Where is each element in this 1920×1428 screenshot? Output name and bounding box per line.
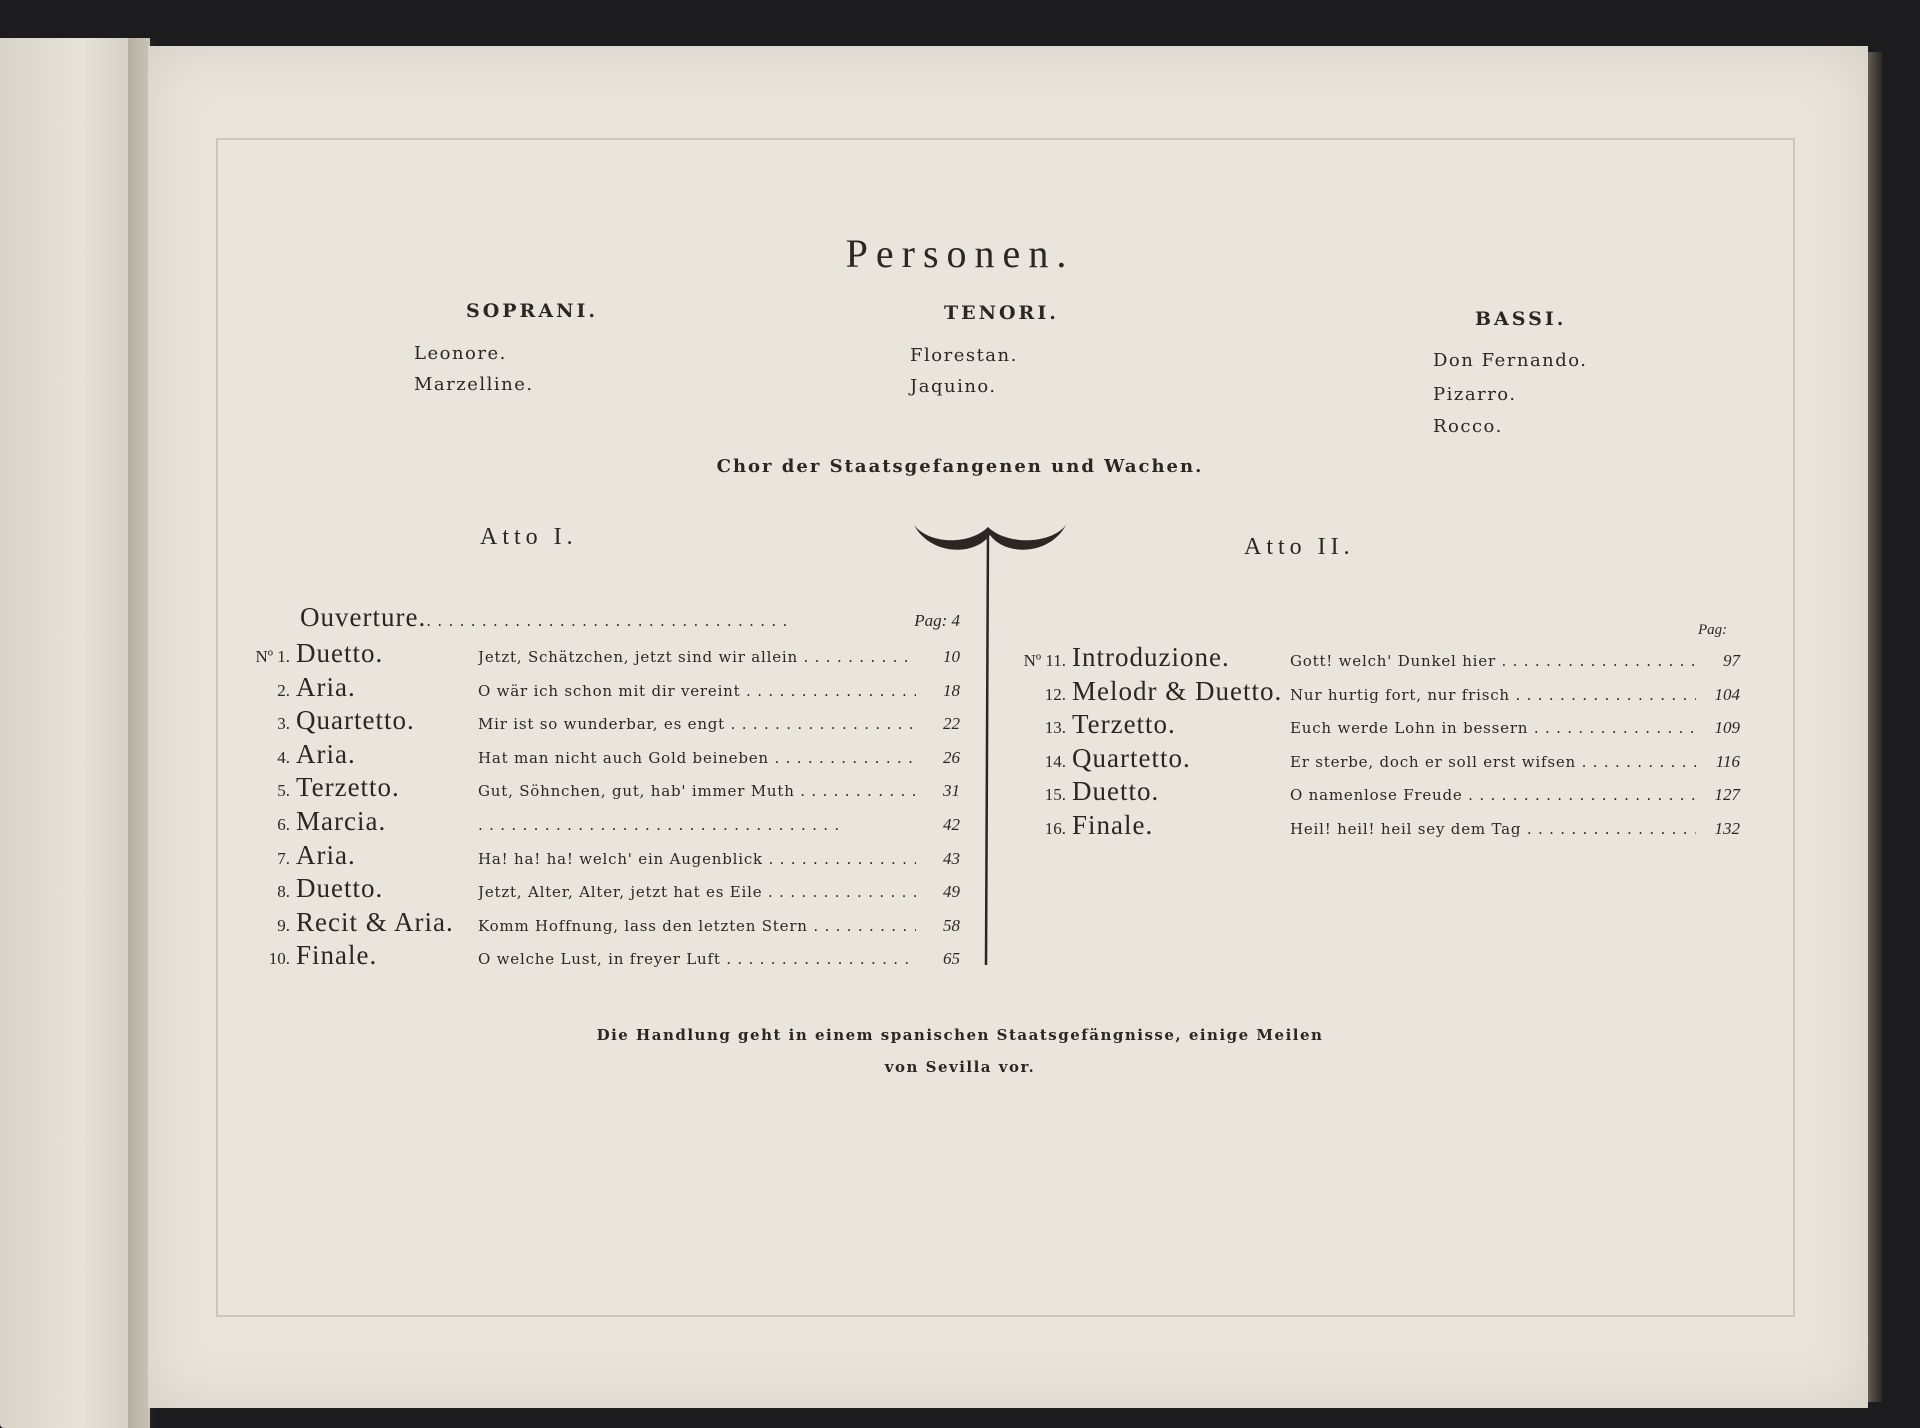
- setting-note-text: von Sevilla vor.: [884, 1058, 1036, 1076]
- soprani-heading: SOPRANI.: [466, 300, 598, 322]
- piece-name: Melodr & Duetto.: [1072, 675, 1283, 706]
- item-number: 7.: [277, 848, 290, 868]
- contents-row: [1012, 810, 1740, 844]
- item-number: 16.: [1044, 819, 1066, 838]
- soprano-name: Leonore.: [414, 343, 507, 364]
- incipit-text: Euch werde Lohn in bessern . . .: [1290, 719, 1696, 737]
- piece-name: Introduzione.: [1072, 642, 1230, 672]
- page-number: 127: [1714, 785, 1740, 805]
- page-number: 116: [1715, 751, 1740, 771]
- page-title: [0, 230, 1920, 277]
- item-number: 3.: [277, 714, 290, 734]
- incipit-text: Mir ist so wunderbar, es engt . . .: [478, 715, 916, 733]
- incipit-text: O namenlose Freude . . .: [1290, 786, 1696, 804]
- piece-name: Quartetto.: [296, 705, 415, 736]
- piece-name: Aria.: [296, 671, 356, 702]
- page-number: 109: [1714, 718, 1740, 738]
- setting-note-line-2: [0, 1058, 1920, 1076]
- contents-row: [1012, 642, 1740, 676]
- leader-dots: [426, 612, 914, 630]
- bass-name: Don Fernando.: [1433, 350, 1588, 371]
- piece-name: Marcia.: [296, 806, 387, 836]
- page-number: 22: [943, 714, 960, 734]
- incipit-text: O wär ich schon mit dir vereint . . .: [478, 682, 916, 700]
- setting-note-text: Die Handlung geht in einem spanischen Staatsgefängnisse, einige Meilen: [596, 1026, 1324, 1044]
- bassi-heading: BASSI.: [1475, 308, 1567, 330]
- item-number: 12.: [1044, 684, 1066, 704]
- item-number: 15.: [1044, 785, 1066, 805]
- incipit-text: Jetzt, Alter, Alter, jetzt hat es Eile . . .: [478, 883, 916, 901]
- incipit-text: Jetzt, Schätzchen, jetzt sind wir allein . . .: [478, 648, 916, 666]
- page-number: 97: [1723, 651, 1740, 670]
- contents-row: [236, 907, 960, 941]
- item-number: 6.: [277, 815, 290, 834]
- act-1-title: Atto I.: [480, 524, 578, 550]
- piece-name: Quartetto.: [1072, 742, 1191, 773]
- item-number: 4.: [277, 747, 290, 767]
- piece-name: Duetto.: [1072, 776, 1160, 807]
- piece-name: Duetto.: [296, 873, 384, 904]
- incipit-text: Gott! welch' Dunkel hier . . .: [1290, 652, 1696, 670]
- page-number: Pag: 4: [914, 611, 960, 630]
- contents-row: [236, 873, 960, 907]
- page-number: 31: [943, 781, 960, 801]
- setting-note-line-1: [0, 1026, 1920, 1044]
- chorus-text: Chor der Staatsgefangenen und Wachen.: [716, 456, 1204, 477]
- soprano-name: Marzelline.: [414, 374, 534, 395]
- contents-row: [236, 772, 960, 806]
- page-number: 65: [943, 949, 960, 969]
- item-number: Nº 1.: [255, 647, 290, 666]
- piece-name: Terzetto.: [1072, 709, 1176, 740]
- act-2-pag-label: Pag:: [1698, 622, 1728, 638]
- item-number: 14.: [1044, 751, 1066, 771]
- piece-name: Recit & Aria.: [296, 906, 454, 937]
- incipit-text: O welche Lust, in freyer Luft . . .: [478, 950, 916, 968]
- piece-name: Finale.: [1072, 810, 1154, 840]
- contents-row: [236, 940, 960, 974]
- bass-name: Rocco.: [1433, 416, 1503, 437]
- chorus-line: [0, 456, 1920, 477]
- incipit-text: Gut, Söhnchen, gut, hab' immer Muth . . .: [478, 782, 916, 800]
- tenori-heading: TENORI.: [944, 302, 1059, 324]
- contents-row: [236, 739, 960, 773]
- tenor-name: Jaquino.: [910, 376, 997, 397]
- piece-name: Aria.: [296, 839, 356, 870]
- item-number: 8.: [277, 882, 290, 902]
- contents-row: [1012, 743, 1740, 777]
- page-number: 49: [943, 882, 960, 902]
- overture-row: [300, 602, 960, 636]
- page-title-text: Personen.: [845, 231, 1075, 276]
- item-number: 10.: [268, 949, 290, 969]
- page-number: 26: [943, 747, 960, 767]
- item-number: 5.: [277, 781, 290, 801]
- incipit-text: [478, 816, 916, 834]
- page-number: 43: [943, 848, 960, 868]
- page-number: 104: [1714, 684, 1740, 704]
- piece-name: Terzetto.: [296, 772, 400, 803]
- contents-row: [236, 840, 960, 874]
- contents-row: [1012, 776, 1740, 810]
- page-number: 10: [943, 647, 960, 666]
- contents-row: [236, 672, 960, 706]
- bass-name: Pizarro.: [1433, 384, 1517, 405]
- contents-row: [236, 806, 960, 840]
- piece-name: Aria.: [296, 738, 356, 769]
- item-number: 2.: [277, 680, 290, 700]
- incipit-text: Er sterbe, doch er soll erst wifsen . . .: [1290, 753, 1696, 771]
- act-2-title: Atto II.: [1244, 534, 1355, 560]
- incipit-text: Nur hurtig fort, nur frisch . . .: [1290, 686, 1696, 704]
- incipit-text: Hat man nicht auch Gold beineben . . .: [478, 749, 916, 767]
- item-number: 13.: [1044, 718, 1066, 738]
- piece-name: Ouverture.: [300, 602, 427, 632]
- contents-row: [1012, 709, 1740, 743]
- contents-row: [1012, 676, 1740, 710]
- incipit-text: Komm Hoffnung, lass den letzten Stern . . .: [478, 917, 916, 935]
- page-number: 58: [943, 915, 960, 935]
- contents-row: [236, 705, 960, 739]
- page-number: 42: [943, 815, 960, 834]
- contents-row: [236, 638, 960, 672]
- page-number: 132: [1714, 819, 1740, 838]
- page-number: 18: [943, 680, 960, 700]
- incipit-text: Ha! ha! ha! welch' ein Augenblick . . .: [478, 850, 916, 868]
- piece-name: Duetto.: [296, 638, 384, 668]
- incipit-text: Heil! heil! heil sey dem Tag . . .: [1290, 820, 1696, 838]
- item-number: Nº 11.: [1023, 651, 1066, 670]
- item-number: 9.: [277, 915, 290, 935]
- tenor-name: Florestan.: [910, 345, 1018, 366]
- piece-name: Finale.: [296, 940, 378, 971]
